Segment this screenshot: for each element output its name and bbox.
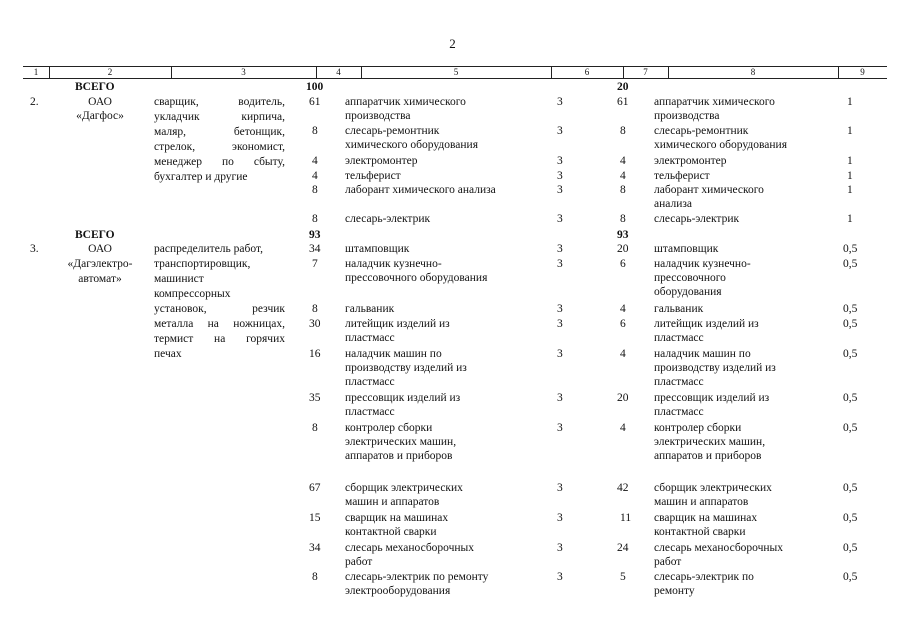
cell-col4: 8	[312, 571, 318, 583]
cell-col5: лаборант химического анализа	[345, 184, 496, 196]
cell-col9: 1	[847, 184, 853, 196]
cell-col8: электромонтер	[654, 155, 727, 167]
group3-professions-line: машинист	[154, 273, 204, 285]
cell-col5: прессовщик изделий из пластмасс	[345, 392, 461, 418]
cell-col8: тельферист	[654, 170, 710, 182]
cell-col5: тельферист	[345, 170, 401, 182]
cell-col9: 1	[847, 96, 853, 108]
cell-col8: слесарь механосборочных работ	[654, 542, 784, 568]
group3-professions-line: термист на горячих	[154, 333, 285, 345]
cell-col9: 0,5	[843, 542, 858, 554]
cell-col4: 7	[312, 258, 318, 270]
group2-org-line1: ОАО	[88, 96, 112, 108]
group3-professions-line: компрессорных	[154, 288, 231, 300]
cell-col4: 30	[309, 318, 321, 330]
cell-col8: прессовщик изделий из пластмасс	[654, 392, 770, 418]
group2-professions-line: укладчик кирпича,	[154, 111, 285, 123]
cell-col6: 3	[557, 392, 563, 404]
cell-col7: 20	[617, 392, 629, 404]
group3-professions-line: металла на ножницах,	[154, 318, 285, 330]
cell-col4: 8	[312, 303, 318, 315]
group3-professions-line: печах	[154, 348, 182, 360]
cell-col8: контролер сборки электрических машин, аппаратов и приборов	[654, 422, 766, 462]
group2-professions-line: стрелок, экономист,	[154, 141, 285, 153]
cell-col6: 3	[557, 512, 563, 524]
cell-col7: 4	[620, 422, 626, 434]
cell-col8: наладчик кузнечно- прессовочного оборудования	[654, 258, 751, 298]
cell-col6: 3	[557, 571, 563, 583]
col-header-3: 3	[241, 67, 246, 77]
group3-professions-line: транспортировщик,	[154, 258, 251, 270]
cell-col6: 3	[557, 542, 563, 554]
cell-col9: 0,5	[843, 318, 858, 330]
cell-col8: слесарь-электрик	[654, 213, 740, 225]
cell-col6: 3	[557, 96, 563, 108]
group1-total-col4: 100	[306, 81, 324, 93]
cell-col7: 42	[617, 482, 629, 494]
cell-col5: наладчик машин по производству изделий из пластмасс	[345, 348, 467, 388]
cell-col7: 24	[617, 542, 629, 554]
col-header-1: 1	[33, 67, 39, 77]
cell-col4: 8	[312, 125, 318, 137]
cell-col7: 8	[620, 213, 626, 225]
group3-org-line3: автомат»	[78, 273, 122, 285]
cell-col5: гальваник	[345, 303, 395, 315]
group2-total-col4: 93	[309, 229, 321, 241]
group2-number: 2.	[30, 96, 39, 108]
cell-col5: наладчик кузнечно- прессовочного оборудования	[345, 258, 488, 284]
cell-col5: слесарь-электрик по ремонту электрооборудования	[345, 571, 489, 597]
group1-total-label: ВСЕГО	[75, 81, 115, 93]
cell-col4: 8	[312, 213, 318, 225]
cell-col7: 11	[620, 512, 632, 524]
cell-col6: 3	[557, 184, 563, 196]
cell-col9: 0,5	[843, 243, 858, 255]
col-header-2: 2	[107, 67, 113, 77]
cell-col8: гальваник	[654, 303, 704, 315]
cell-col8: сварщик на машинах контактной сварки	[654, 512, 758, 538]
cell-col8: лаборант химического анализа	[654, 184, 764, 210]
group2-org-line2: «Дагфос»	[76, 110, 124, 122]
cell-col6: 3	[557, 303, 563, 315]
cell-col8: наладчик машин по производству изделий из пластмасс	[654, 348, 776, 388]
group2-professions-line: сварщик, водитель,	[154, 96, 285, 108]
cell-col7: 5	[620, 571, 626, 583]
group2-professions-line: менеджер по сбыту,	[154, 156, 285, 168]
cell-col7: 8	[620, 184, 626, 196]
col-header-6: 6	[584, 67, 590, 77]
cell-col5: сборщик электрических машин и аппаратов	[345, 482, 463, 508]
cell-col6: 3	[557, 422, 563, 434]
cell-col4: 16	[309, 348, 321, 360]
cell-col9: 0,5	[843, 422, 858, 434]
cell-col9: 0,5	[843, 258, 858, 270]
cell-col7: 4	[620, 348, 626, 360]
cell-col6: 3	[557, 482, 563, 494]
cell-col4: 8	[312, 422, 318, 434]
group3-org-line1: ОАО	[88, 243, 112, 255]
cell-col5: электромонтер	[345, 155, 418, 167]
cell-col5: сварщик на машинах контактной сварки	[345, 512, 449, 538]
cell-col4: 61	[309, 96, 321, 108]
cell-col7: 6	[620, 318, 626, 330]
cell-col6: 3	[557, 243, 563, 255]
group3-professions-line: распределитель работ,	[154, 243, 263, 255]
cell-col5: слесарь-ремонтник химического оборудования	[345, 125, 478, 151]
cell-col4: 35	[309, 392, 321, 404]
group3-org-line2: «Дагэлектро-	[67, 258, 133, 270]
cell-col6: 3	[557, 318, 563, 330]
cell-col9: 1	[847, 125, 853, 137]
col-header-5: 5	[453, 67, 459, 77]
cell-col8: штамповщик	[654, 243, 719, 255]
page-number: 2	[449, 36, 456, 51]
cell-col9: 0,5	[843, 512, 858, 524]
group2-professions-line: бухгалтер и другие	[154, 171, 248, 183]
cell-col6: 3	[557, 348, 563, 360]
cell-col4: 4	[312, 155, 318, 167]
cell-col6: 3	[557, 170, 563, 182]
cell-col7: 4	[620, 303, 626, 315]
cell-col5: штамповщик	[345, 243, 410, 255]
cell-col6: 3	[557, 125, 563, 137]
cell-col8: литейщик изделий из пластмасс	[654, 318, 759, 344]
cell-col7: 61	[617, 96, 629, 108]
cell-col4: 34	[309, 542, 321, 554]
cell-col7: 8	[620, 125, 626, 137]
cell-col5: аппаратчик химического производства	[345, 96, 466, 122]
cell-col9: 1	[847, 170, 853, 182]
cell-col9: 0,5	[843, 571, 858, 583]
cell-col4: 67	[309, 482, 321, 494]
cell-col9: 0,5	[843, 392, 858, 404]
group3-professions-line: установок, резчик	[154, 303, 285, 315]
cell-col8: слесарь-электрик по ремонту	[654, 571, 754, 597]
cell-col4: 15	[309, 512, 321, 524]
col-header-7: 7	[643, 67, 648, 77]
table-header-row	[23, 66, 887, 79]
cell-col5: контролер сборки электрических машин, аппаратов и приборов	[345, 422, 457, 462]
group3-number: 3.	[30, 243, 39, 255]
cell-col8: аппаратчик химического производства	[654, 96, 775, 122]
col-header-9: 9	[860, 67, 865, 77]
cell-col7: 4	[620, 170, 626, 182]
cell-col4: 8	[312, 184, 318, 196]
cell-col9: 0,5	[843, 303, 858, 315]
cell-col7: 4	[620, 155, 626, 167]
cell-col9: 1	[847, 155, 853, 167]
cell-col8: сборщик электрических машин и аппаратов	[654, 482, 772, 508]
cell-col4: 4	[312, 170, 318, 182]
cell-col6: 3	[557, 258, 563, 270]
cell-col6: 3	[557, 155, 563, 167]
group2-professions-line: маляр, бетонщик,	[154, 126, 285, 138]
cell-col5: литейщик изделий из пластмасс	[345, 318, 450, 344]
cell-col9: 1	[847, 213, 853, 225]
cell-col6: 3	[557, 213, 563, 225]
cell-col7: 6	[620, 258, 626, 270]
cell-col5: слесарь механосборочных работ	[345, 542, 475, 568]
col-header-4: 4	[336, 67, 341, 77]
group2-total-label: ВСЕГО	[75, 229, 115, 241]
cell-col9: 0,5	[843, 482, 858, 494]
cell-col5: слесарь-электрик	[345, 213, 431, 225]
cell-col8: слесарь-ремонтник химического оборудования	[654, 125, 787, 151]
group2-total-col7: 93	[617, 229, 629, 241]
group1-total-col7: 20	[617, 81, 629, 93]
cell-col9: 0,5	[843, 348, 858, 360]
col-header-8: 8	[750, 67, 756, 77]
cell-col4: 34	[309, 243, 321, 255]
cell-col7: 20	[617, 243, 629, 255]
